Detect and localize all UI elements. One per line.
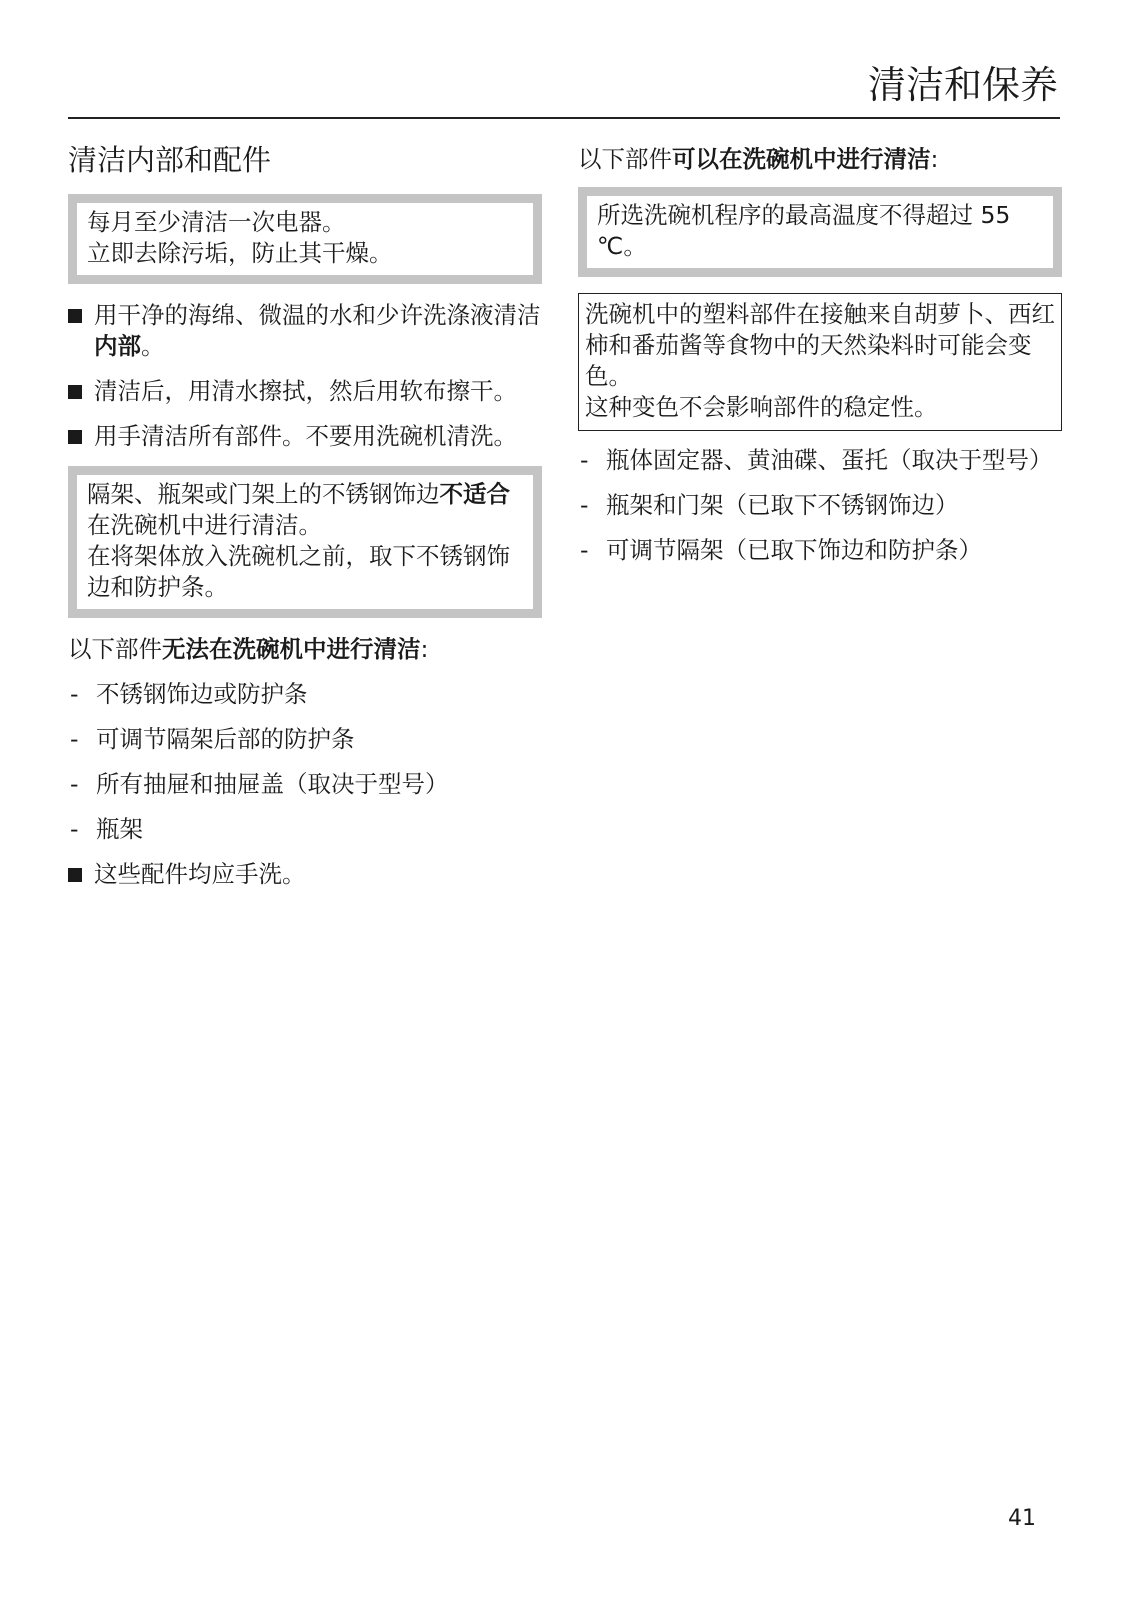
note-line: 立即去除污垢，防止其干燥。: [87, 239, 393, 267]
bullet-text: 用手清洁所有部件。不要用洗碗机清洗。: [94, 422, 517, 450]
bullet-item: [68, 300, 542, 362]
bullet-item: [68, 859, 542, 890]
note-line: 每月至少清洁一次电器。: [87, 208, 346, 236]
square-bullet-icon: [68, 868, 82, 882]
square-bullet-icon: [68, 309, 82, 323]
bullet-text: 用干净的海绵、微温的水和少许洗涤液清洁: [94, 301, 541, 329]
bold-text: 可以在洗碗机中进行清洁: [672, 145, 931, 173]
header-divider: [68, 117, 1060, 119]
dash-item-text: 瓶架: [96, 815, 143, 843]
bullet-text: 。: [141, 332, 165, 360]
dash-marker: -: [580, 446, 589, 474]
note-line: 在将架体放入洗碗机之前，取下不锈钢饰边和防护条。: [87, 542, 510, 601]
note-line: 所选洗碗机程序的最高温度不得超过 55 ℃。: [597, 201, 1011, 260]
dash-item-text: 可调节隔架（已取下饰边和防护条）: [606, 536, 982, 564]
dash-item-text: 所有抽屉和抽屉盖（取决于型号）: [96, 770, 449, 798]
bullet-text: 清洁后，用清水擦拭，然后用软布擦干。: [94, 377, 517, 405]
lead-text: 以下部件: [578, 145, 672, 173]
note-text: 隔架、瓶架或门架上的不锈钢饰边: [87, 480, 440, 508]
dash-item-text: 瓶体固定器、黄油碟、蛋托（取决于型号）: [606, 446, 1053, 474]
bold-text: 不适合: [439, 480, 510, 508]
dash-marker: -: [580, 536, 589, 564]
lead-text: :: [930, 145, 939, 173]
dash-list-item: [578, 445, 1062, 476]
note-box-monthly-cleaning: [68, 194, 542, 284]
page-header-title: 清洁和保养: [867, 63, 1058, 107]
dash-list-item: [68, 679, 542, 710]
dash-list-item: [578, 490, 1062, 521]
section-title: 清洁内部和配件: [68, 143, 272, 177]
dash-marker: -: [70, 725, 79, 753]
dash-list-item: [578, 535, 1062, 566]
lead-not-dishwasher-safe: [68, 634, 542, 665]
bullet-text: 这些配件均应手洗。: [94, 860, 306, 888]
left-column: [68, 140, 542, 904]
note-box-plastic-discoloration: [578, 293, 1062, 431]
note-line: 洗碗机中的塑料部件在接触来自胡萝卜、西红柿和番茄酱等食物中的天然染料时可能会变色。: [585, 300, 1055, 390]
square-bullet-icon: [68, 430, 82, 444]
note-line: 这种变色不会影响部件的稳定性。: [585, 393, 938, 421]
dash-marker: -: [70, 770, 79, 798]
page-number: 41: [1008, 1506, 1036, 1531]
dash-item-text: 瓶架和门架（已取下不锈钢饰边）: [606, 491, 959, 519]
lead-text: :: [420, 635, 429, 663]
dash-marker: -: [70, 680, 79, 708]
bullet-item: [68, 376, 542, 407]
note-line: [87, 479, 523, 541]
note-box-stainless-trim: [68, 466, 542, 618]
dash-list-item: [68, 769, 542, 800]
dash-marker: -: [70, 815, 79, 843]
bold-text: 内部: [94, 332, 141, 360]
dash-item-text: 不锈钢饰边或防护条: [96, 680, 308, 708]
dash-list-item: [68, 724, 542, 755]
dash-marker: -: [580, 491, 589, 519]
note-text: 在洗碗机中进行清洁。: [87, 511, 322, 539]
note-box-temperature: [578, 187, 1062, 277]
bold-text: 无法在洗碗机中进行清洁: [162, 635, 421, 663]
lead-dishwasher-safe: [578, 144, 1062, 175]
right-column: [578, 140, 1062, 580]
square-bullet-icon: [68, 385, 82, 399]
dash-list-item: [68, 814, 542, 845]
bullet-item: [68, 421, 542, 452]
dash-item-text: 可调节隔架后部的防护条: [96, 725, 355, 753]
lead-text: 以下部件: [68, 635, 162, 663]
